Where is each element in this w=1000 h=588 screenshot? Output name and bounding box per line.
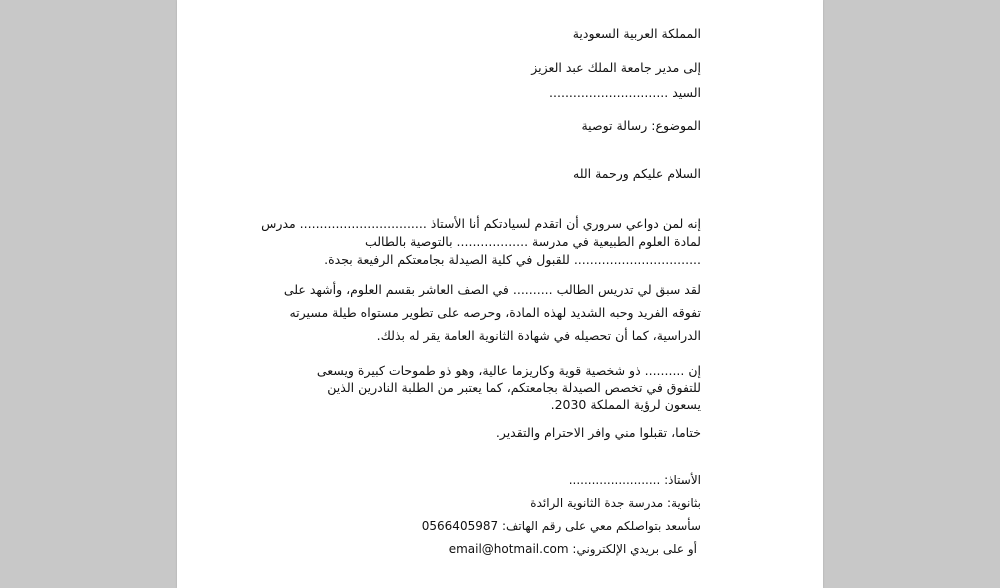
- country-heading: المملكة العربية السعودية: [572, 26, 701, 41]
- paragraph-line: للتفوق في تخصص الصيدلة بجامعتكم، كما يعتبر من الطلبة النادرين الذين: [327, 380, 701, 395]
- paragraph-line: إنه لمن دواعي سروري أن اتقدم لسيادتكم أنا الأستاذ ................................ مدرس: [261, 216, 701, 231]
- paragraph-line: لمادة العلوم الطبيعية في مدرسة .................. بالتوصية بالطالب: [364, 234, 701, 249]
- teacher-name: الأستاذ: ........................: [568, 473, 701, 487]
- salutation-name: السيد ..............................: [549, 85, 701, 100]
- subject-line: الموضوع: رسالة توصية: [581, 118, 701, 133]
- recipient-line: إلى مدير جامعة الملك عبد العزيز: [531, 60, 701, 75]
- document-page: [177, 0, 823, 588]
- paragraph-line: تفوقه الفريد وحبه الشديد لهذه المادة، وحرصه على تطوير مستواه طيلة مسيرته: [289, 305, 701, 320]
- paragraph-line: إن .......... ذو شخصية قوية وكاريزما عالية، وهو ذو طموحات كبيرة ويسعى: [316, 363, 701, 378]
- paragraph-line: الدراسية، كما أن تحصيله في شهادة الثانوية العامة يقر له بذلك.: [376, 328, 701, 343]
- phone-line: سأسعد بتواصلكم معي على رقم الهاتف: 0566405987: [421, 519, 701, 533]
- email-line: أو على بريدي الإلكتروني: email@hotmail.com: [448, 542, 697, 556]
- paragraph-line: لقد سبق لي تدريس الطالب .......... في الصف العاشر بقسم العلوم، وأشهد على: [283, 282, 701, 297]
- paragraph-line: ................................ للقبول في كلية الصيدلة بجامعتكم الرفيعة بجدة.: [324, 252, 701, 267]
- paragraph-line: يسعون لرؤية المملكة 2030.: [550, 397, 701, 412]
- closing-line: ختاما، تقبلوا مني وافر الاحترام والتقدير.: [495, 425, 701, 440]
- greeting-line: السلام عليكم ورحمة الله: [573, 166, 701, 181]
- school-name: بثانوية: مدرسة جدة الثانوية الرائدة: [530, 496, 701, 510]
